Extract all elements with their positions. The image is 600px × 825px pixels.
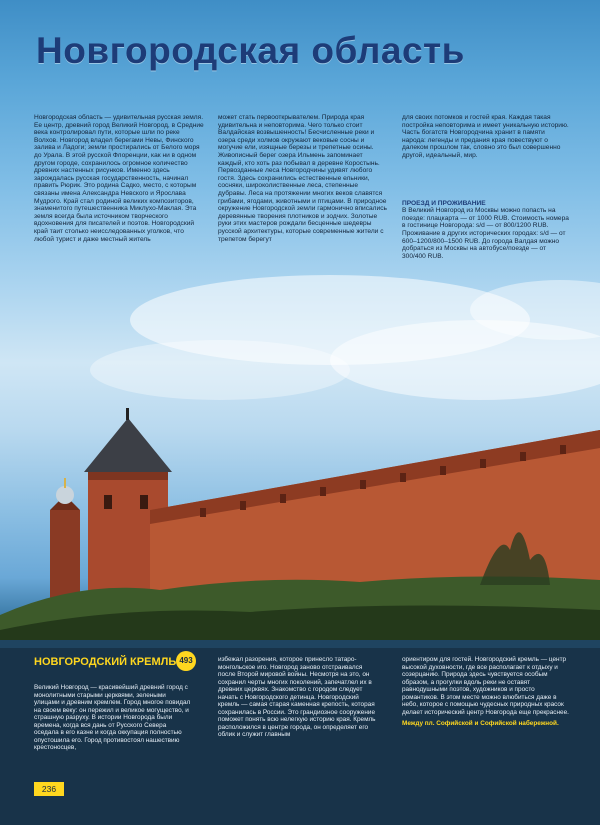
kremlin-text-2: избежал разорения, которое принесло татаро-монгольское иго. Новгород заново отстраивался после Второй мировой войны. Несмотря на это, он сохранил черты многих поколений, запечатлел их в древних церквях. Знакомство с городом следует начать с Новгородского детинца. Новгородский кремль — самая старая каменная крепость, которая сохранилась в России. Это грандиозное сооружение поможет понять всю нелегкую историю края. Кремль расположился в центре города, он определяет его облик и служит главным (218, 656, 376, 738)
section-title: НОВГОРОДСКИЙ КРЕМЛЬ (34, 656, 177, 668)
kremlin-column-3 (402, 656, 572, 728)
kremlin-column-2 (218, 656, 378, 739)
intro-text-2: может стать первооткрывателем. Природа края удивительна и неповторима. Чего только стоит Валдайская возвышенность! Бесчисленные реки и озера среди холмов окружают вековые сосны и могучие ели, изящные березы и трепетные осины. Живописный берег озера Ильмень запоминает каждый, кто хоть раз побывал в деревне Коростынь. Первозданные леса Новгородчины удивят любого гостя. Здесь сохранились естественные ельники, сосняки, широколиственные леса, степенные дубравы. Леса на протяжении многих веков славятся грибами, ягодами, животными и птицами. В природное окружение Новгородской земли гармонично вписались деревянные творения плотников и зодчих. Золотые руки этих мастеров рождали бесценные шедевры русской архитектуры, которые современные жители с трепетом берегут (218, 114, 387, 243)
intro-text-1: Новгородская область — удивительная русская земля. Ее центр, древний город Великий Новгород, в Средние века контролировал пути, которые шли по реке Волхов. Новгород владел берегами Невы, Финского залива и Ладоги; земли простирались от Белого моря до Урала. В этой русской Флоренции, как ни в одном другом городе, сохранилось огромное количество древних настенных рисунков. Именно здесь зарождалась русская государственность, начинал править Рюрик. Это родина Садко, место, с которым связаны имена Александра Невского и Ярослава Мудрого. Край стал родиной великих композиторов, знаменитого путешественника Миклухо-Маклая. Эта земля всегда была источником творческого вдохновения для писателей и поэтов. Новгородский край таит столько неисследованных уголков, что любой турист и даже местный житель (34, 114, 204, 243)
page-title: Новгородская область (36, 30, 465, 71)
intro-column-1 (34, 114, 204, 243)
kremlin-text-3: ориентиром для гостей. Новгородский кремль — центр высокой духовности, где все располагает к отдыху и созерцанию. Природа здесь чувствуется особым образом, а прогулки вдоль реки не оставят равнодушными поэтов, художников и просто романтиков. В этом месте можно влюбиться даже в небо, которое с помощью чудесных природных красок делает исторический центр Новгорода еще прекраснее. (402, 656, 569, 716)
kremlin-address: Между пл. Софийской и Софийской набережной. (402, 720, 559, 727)
travel-heading: ПРОЕЗД И ПРОЖИВАНИЕ (402, 199, 486, 207)
intro-text-3: для своих потомков и гостей края. Каждая такая постройка неповторима и имеет уникальную историю. Часть богатств Новгородчина хранит в памяти народа: легенды и предания края повествуют о далеком прошлом так, словно это был совершенно другой, идеальный, мир. (402, 114, 569, 159)
section-number-badge: 493 (176, 651, 196, 671)
kremlin-column-1 (34, 684, 192, 752)
travel-text: В Великий Новгород из Москвы можно попасть на поезде: плацкарта — от 1000 RUB. Стоимость номера в гостинице Новгорода: s/d — от 800/1200 RUB. Проживание в других исторических городах: s/d — от 600–1200/800–1500 RUB. До города Валдая можно добраться из Москвы на автобусе/поезде — от 300/400 RUB. (402, 207, 569, 260)
kremlin-text-1: Великий Новгород — красивейший древний город с монолитными старыми церквями, зелеными улицами и древним кремлем. Город многое повидал на своем веку: он пережил и великое могущество, и страшную разруху. В истории Новгорода были времена, когда вся дань от Русского Севера оседала в его казне и когда оккупация полностью опустошила его. Город противостоял нашествию крестоносцев, (34, 684, 191, 751)
intro-column-2 (218, 114, 388, 243)
kremlin-photo (0, 400, 600, 650)
intro-column-3 (402, 114, 570, 260)
page-number: 236 (34, 782, 64, 796)
